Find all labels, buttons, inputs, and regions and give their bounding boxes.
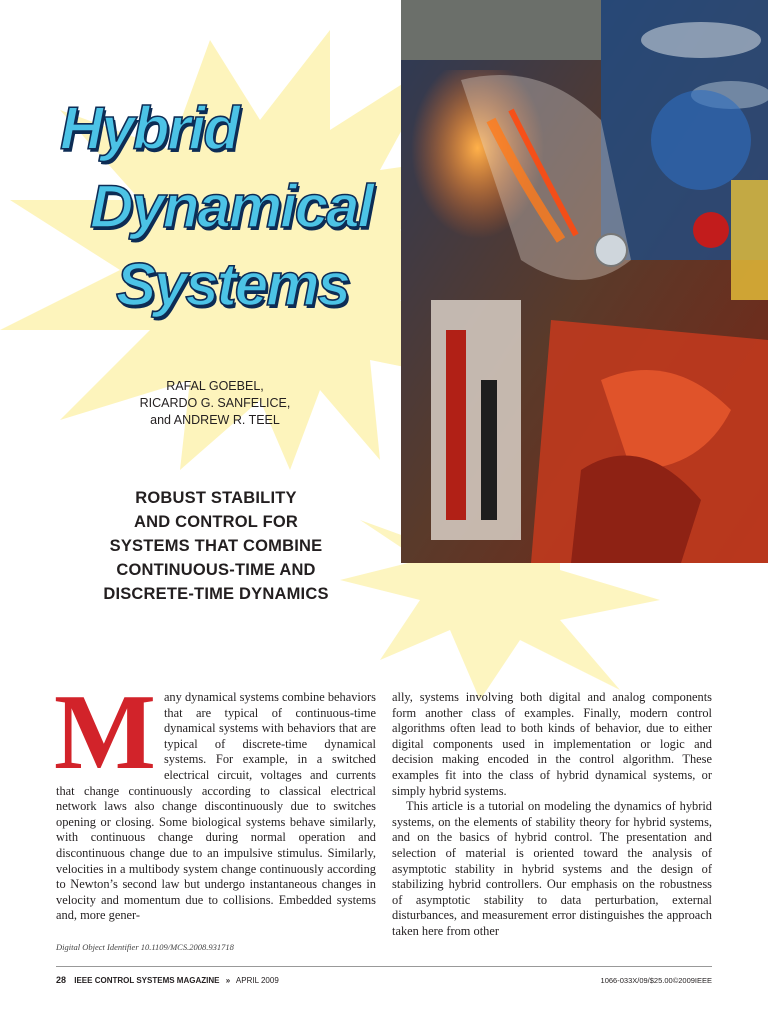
page-number: 28 bbox=[56, 975, 67, 985]
copyright-code: 1066-033X/09/$25.00©2009IEEE bbox=[600, 976, 712, 985]
body-paragraph: any dynamical systems combine behaviors that are typical of continuous-time dynamical systems with behaviors that are typical of discrete-time dynamical systems. For example, in a switched electrical circuit, voltages and currents that change continuously according to classical electrical network laws also change discontinuously due to switches opening or closing. Some biological systems behave similarly, with continuous change during normal operation and discontinuous change due to an impulsive stimulus. Similarly, velocities in a multibody system change continuously according to Newton’s second law but undergo instantaneous changes in velocity and momentum due to collisions. Embedded systems and, more gener- bbox=[56, 690, 376, 923]
subtitle-line: CONTINUOUS-TIME AND bbox=[116, 561, 316, 579]
body-column-right bbox=[392, 690, 712, 940]
subtitle-line: SYSTEMS THAT COMBINE bbox=[109, 537, 323, 555]
subtitle-line: AND CONTROL FOR bbox=[133, 513, 299, 531]
author-line: RAFAL GOEBEL, bbox=[166, 379, 264, 393]
article-title bbox=[40, 90, 380, 324]
subtitle-line: ROBUST STABILITY bbox=[135, 489, 297, 507]
footer-divider bbox=[56, 966, 712, 967]
title-line: Dynamical bbox=[90, 173, 373, 240]
title-line: Systems bbox=[116, 251, 349, 318]
issue-date: APRIL 2009 bbox=[235, 976, 279, 985]
article-subtitle bbox=[60, 486, 372, 606]
drop-cap: M bbox=[54, 673, 156, 792]
footer-arrows-icon: » bbox=[225, 976, 231, 985]
body-column-left bbox=[54, 673, 376, 924]
body-paragraph: ally, systems involving both digital and analog components form another class of examples. Finally, modern control algorithms often lead to both kinds of behavior, due to either digital components used in implementation or logic and decision making encoded in the control algorithm. These examples fit into the class of hybrid dynamical systems, or simply hybrid systems. bbox=[392, 690, 712, 798]
footer-left bbox=[56, 975, 279, 985]
body-paragraph: This article is a tutorial on modeling the dynamics of hybrid systems, on the elements of stability theory for hybrid systems, and on the basics of hybrid control. The presentation and selection of material is oriented toward the analysis of asymptotic stability in hybrid systems and the design of stabilizing hybrid controllers. Our emphasis on the robustness of asymptotic stability to data perturbation, external disturbances, and measurement error distinguishes the approach taken here from other bbox=[392, 799, 712, 938]
author-list bbox=[110, 378, 320, 429]
magazine-name: IEEE CONTROL SYSTEMS MAGAZINE bbox=[74, 976, 220, 985]
cover-photo-pinball bbox=[401, 0, 768, 563]
author-line: and ANDREW R. TEEL bbox=[150, 413, 280, 427]
doi-note: Digital Object Identifier 10.1109/MCS.2008.931718 bbox=[56, 942, 234, 952]
subtitle-line: DISCRETE-TIME DYNAMICS bbox=[103, 585, 329, 603]
title-line: Hybrid bbox=[60, 95, 239, 162]
author-line: RICARDO G. SANFELICE, bbox=[139, 396, 291, 410]
